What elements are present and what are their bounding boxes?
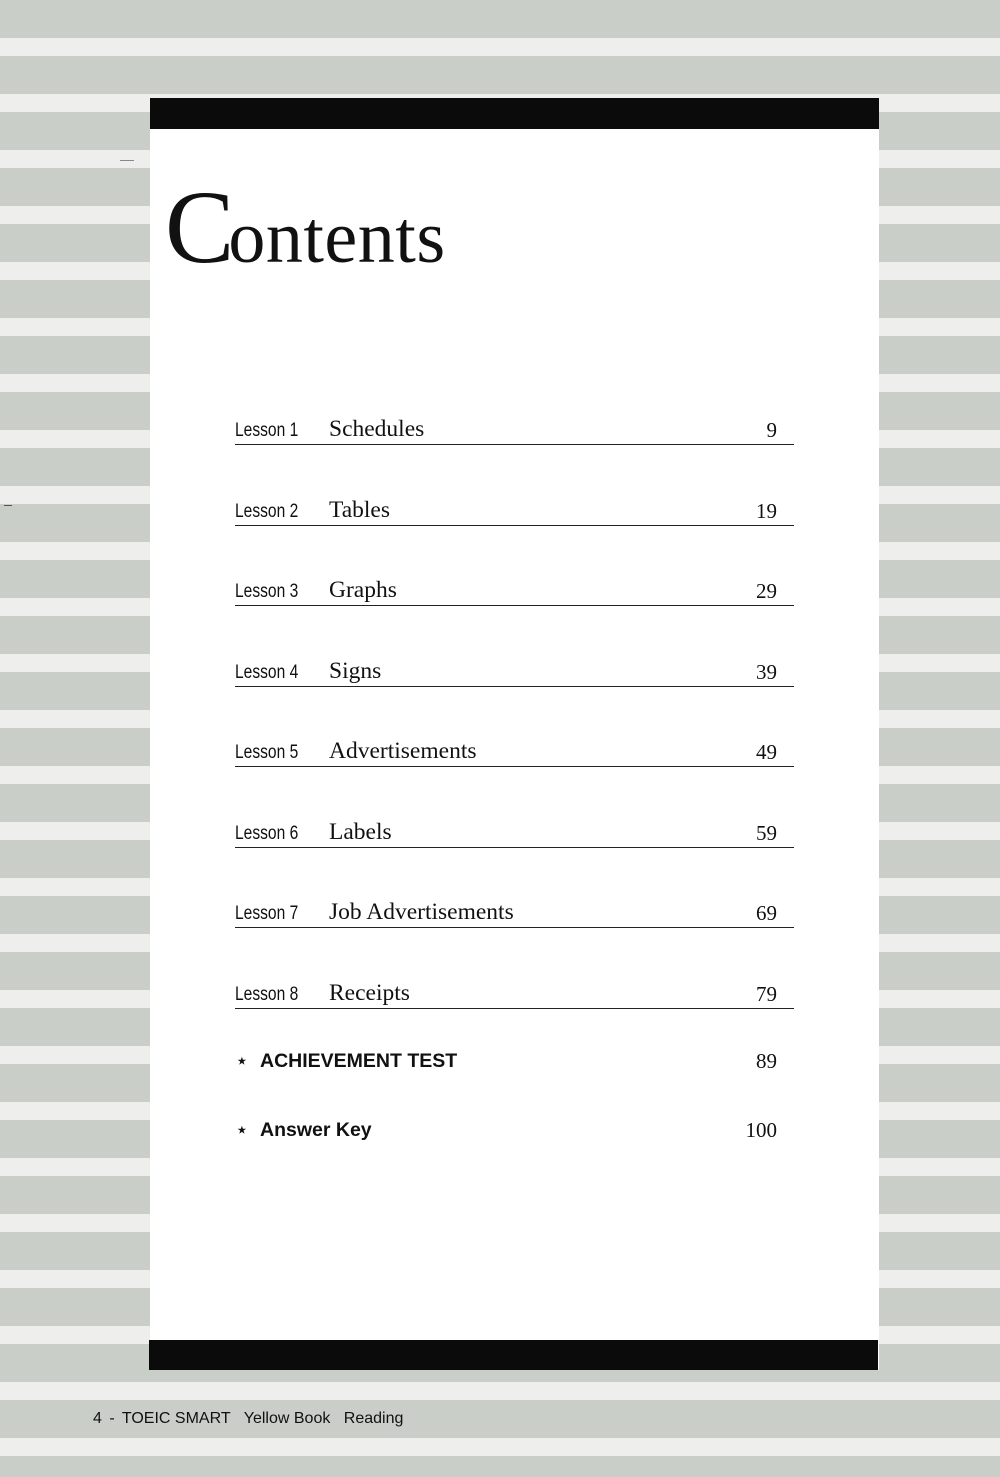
lesson-number: Lesson 7 bbox=[235, 903, 299, 924]
toc-entry bbox=[235, 491, 794, 526]
lesson-row-8[interactable] bbox=[235, 974, 794, 1055]
bottom-black-bar bbox=[149, 1340, 878, 1370]
lesson-title: Schedules bbox=[329, 416, 425, 442]
lesson-title: Signs bbox=[329, 657, 382, 684]
toc-entry bbox=[235, 410, 794, 445]
lesson-page-number: 69 bbox=[756, 901, 777, 925]
extra-title: ACHIEVEMENT TEST bbox=[260, 1050, 458, 1072]
page-title-rest: ontents bbox=[228, 197, 446, 279]
lesson-number: Lesson 1 bbox=[235, 420, 299, 441]
lesson-number: Lesson 4 bbox=[235, 661, 299, 683]
extra-list bbox=[235, 1044, 794, 1182]
lesson-page-number: 29 bbox=[756, 579, 777, 603]
footer-book: Yellow Book bbox=[243, 1410, 331, 1427]
lesson-page-number: 49 bbox=[756, 740, 777, 764]
lesson-page-number: 59 bbox=[756, 820, 777, 845]
lesson-title: Job Advertisements bbox=[329, 899, 514, 925]
lesson-title: Advertisements bbox=[329, 738, 477, 764]
lesson-row-5[interactable] bbox=[235, 732, 794, 813]
star-icon: ⋆ bbox=[235, 1117, 249, 1142]
achievement-test-row[interactable] bbox=[235, 1044, 794, 1113]
page-title-initial: C bbox=[165, 170, 229, 285]
lesson-number: Lesson 8 bbox=[235, 983, 299, 1005]
toc-entry bbox=[235, 893, 794, 928]
top-black-bar bbox=[150, 98, 879, 129]
toc-entry bbox=[235, 732, 794, 767]
scan-mark bbox=[4, 505, 12, 506]
lesson-title: Labels bbox=[329, 818, 392, 845]
page-title bbox=[165, 170, 446, 285]
page-footer bbox=[93, 1410, 403, 1428]
extra-title: Answer Key bbox=[260, 1119, 372, 1141]
lesson-number: Lesson 5 bbox=[235, 742, 299, 763]
lesson-row-1[interactable] bbox=[235, 410, 794, 491]
lesson-title: Graphs bbox=[329, 577, 397, 603]
contents-page bbox=[150, 98, 879, 1370]
lesson-title: Tables bbox=[329, 496, 390, 523]
toc-entry bbox=[235, 652, 794, 687]
star-icon: ⋆ bbox=[235, 1048, 249, 1073]
lesson-title: Receipts bbox=[329, 979, 410, 1006]
footer-separator: - bbox=[109, 1410, 115, 1427]
lesson-row-2[interactable] bbox=[235, 491, 794, 572]
lesson-number: Lesson 3 bbox=[235, 581, 299, 602]
lesson-row-4[interactable] bbox=[235, 652, 794, 733]
lesson-page-number: 39 bbox=[756, 659, 777, 684]
toc-entry bbox=[235, 813, 794, 848]
extra-page-number: 100 bbox=[745, 1118, 777, 1142]
lesson-number: Lesson 2 bbox=[235, 500, 299, 522]
footer-section: Reading bbox=[343, 1410, 404, 1427]
toc-entry bbox=[235, 571, 794, 606]
lesson-row-3[interactable] bbox=[235, 571, 794, 652]
footer-page-number: 4 bbox=[93, 1410, 102, 1427]
lesson-row-6[interactable] bbox=[235, 813, 794, 894]
lesson-list bbox=[235, 410, 794, 1054]
scan-mark bbox=[120, 160, 134, 161]
toc-entry bbox=[235, 974, 794, 1009]
lesson-number: Lesson 6 bbox=[235, 822, 299, 844]
lesson-row-7[interactable] bbox=[235, 893, 794, 974]
extra-page-number: 89 bbox=[756, 1049, 777, 1073]
answer-key-row[interactable] bbox=[235, 1113, 794, 1182]
lesson-page-number: 79 bbox=[756, 981, 777, 1006]
lesson-page-number: 19 bbox=[756, 498, 777, 523]
lesson-page-number: 9 bbox=[766, 418, 777, 442]
footer-series: TOEIC SMART bbox=[121, 1410, 231, 1427]
